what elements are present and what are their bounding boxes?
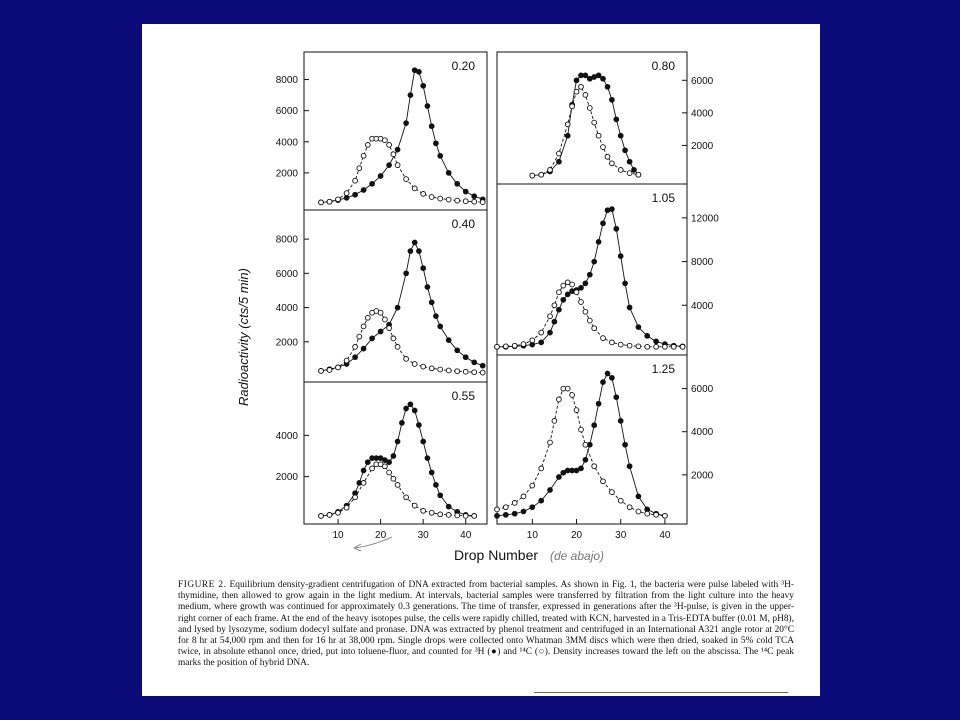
- panel-label: 0.80: [651, 59, 675, 73]
- point-3h: [632, 168, 637, 173]
- point-14c: [438, 367, 443, 372]
- point-3h: [623, 148, 628, 153]
- point-3h: [592, 259, 597, 264]
- y-tick-label: 6000: [691, 384, 714, 396]
- point-3h: [565, 292, 570, 297]
- point-3h: [472, 360, 477, 365]
- point-3h: [627, 305, 632, 310]
- point-3h: [353, 355, 358, 360]
- point-3h: [618, 133, 623, 138]
- point-3h: [623, 442, 628, 447]
- point-14c: [365, 315, 370, 320]
- point-3h: [583, 457, 588, 462]
- point-14c: [421, 364, 426, 369]
- point-3h: [434, 141, 439, 146]
- point-3h: [583, 73, 588, 78]
- point-14c: [636, 509, 641, 514]
- point-14c: [618, 168, 623, 173]
- point-14c: [472, 370, 477, 375]
- point-3h: [605, 371, 610, 376]
- point-14c: [412, 362, 417, 367]
- point-3h: [579, 285, 584, 290]
- point-3h: [539, 498, 544, 503]
- point-14c: [601, 336, 606, 341]
- point-14c: [361, 324, 366, 329]
- point-14c: [404, 495, 409, 500]
- point-14c: [463, 199, 468, 204]
- point-14c: [472, 514, 477, 519]
- point-14c: [557, 397, 562, 402]
- point-3h: [391, 454, 396, 459]
- point-14c: [574, 408, 579, 413]
- point-14c: [429, 510, 434, 515]
- panel-1.25: [495, 362, 714, 518]
- point-14c: [391, 152, 396, 157]
- point-14c: [548, 168, 553, 173]
- series-3h-line: [532, 75, 638, 175]
- point-14c: [627, 505, 632, 510]
- point-3h: [378, 329, 383, 334]
- point-3h: [438, 493, 443, 498]
- left-column-frame: [304, 52, 487, 524]
- y-tick-label: 2000: [275, 337, 298, 349]
- point-14c: [539, 466, 544, 471]
- point-14c: [344, 505, 349, 510]
- point-14c: [336, 197, 341, 202]
- point-3h: [438, 324, 443, 329]
- point-3h: [446, 338, 451, 343]
- point-14c: [592, 120, 597, 125]
- point-14c: [627, 343, 632, 348]
- panel-label: 1.25: [651, 362, 675, 376]
- y-tick-label: 6000: [275, 268, 298, 280]
- point-3h: [557, 159, 562, 164]
- point-14c: [365, 143, 370, 148]
- point-14c: [357, 166, 362, 171]
- point-14c: [557, 290, 562, 295]
- point-14c: [327, 368, 332, 373]
- point-3h: [636, 494, 641, 499]
- point-14c: [357, 334, 362, 339]
- point-14c: [618, 498, 623, 503]
- point-3h: [344, 195, 349, 200]
- point-14c: [627, 171, 632, 176]
- y-tick-label: 8000: [275, 75, 298, 87]
- point-3h: [404, 271, 409, 276]
- point-14c: [395, 483, 400, 488]
- x-axis: [332, 519, 670, 541]
- point-3h: [552, 319, 557, 324]
- point-3h: [455, 181, 460, 186]
- point-14c: [383, 317, 388, 322]
- point-14c: [370, 466, 375, 471]
- point-14c: [336, 510, 341, 515]
- caption-body: Equilibrium density-gradient centrifugation of DNA extracted from bacterial samples. As shown in Fig. 1, the bacteria were pulse labeled with ³H-thymidine, then allowed to grow again in the light medium. At intervals, bacterial samples were transferred by filtration from the light culture into the heavy medium, where growth was continued for approximately 0.3 generations. The time of transfer, expressed in generations after the ³H-pulse, is given in the upper-right corner of each frame. At the end of the heavy isotopes pulse, the cells were rapidly chilled, treated with KCN, harvested in a Tris-EDTA buffer (0.01 M, pH8), and lysed by lysozyme, sodium dodecyl sulfate and pronase. DNA was extracted by phenol treatment and centrifuged in an International A321 angle rotor at 20°C for 8 hr at 54,000 rpm and then for 16 hr at 38,000 rpm. Single drops were collected onto Whatman 3MM discs which were then dried, soaked in 5% cold TCA twice, in absolute ethanol once, dried, put into toluene-fluor, and counted for ³H (●) and ¹⁴C (○). Density increases toward the left on the abscissa. The ¹⁴C peak marks the position of hybrid DNA.: [178, 580, 794, 669]
- point-3h: [614, 117, 619, 122]
- point-14c: [565, 122, 570, 127]
- point-3h: [400, 421, 405, 426]
- y-tick-label: 4000: [275, 137, 298, 149]
- point-3h: [395, 439, 400, 444]
- x-tick-label: 30: [417, 530, 429, 541]
- point-3h: [472, 194, 477, 199]
- point-3h: [408, 93, 413, 98]
- point-3h: [610, 97, 615, 102]
- point-3h: [503, 512, 508, 517]
- point-14c: [671, 344, 676, 349]
- point-14c: [570, 393, 575, 398]
- y-tick-label: 8000: [275, 234, 298, 246]
- series-14c-line: [497, 282, 683, 347]
- point-3h: [539, 340, 544, 345]
- point-3h: [408, 249, 413, 254]
- point-3h: [548, 330, 553, 335]
- point-3h: [614, 226, 619, 231]
- point-14c: [539, 330, 544, 335]
- point-14c: [480, 370, 485, 375]
- point-14c: [391, 476, 396, 481]
- series-3h-line: [497, 209, 683, 347]
- panel-1.05: [495, 191, 720, 349]
- point-3h: [592, 423, 597, 428]
- point-14c: [636, 172, 641, 177]
- point-14c: [446, 197, 451, 202]
- point-3h: [421, 439, 426, 444]
- point-3h: [618, 419, 623, 424]
- x-tick-label: 20: [570, 530, 583, 541]
- handwritten-note: (de abajo): [550, 549, 605, 563]
- point-14c: [319, 200, 324, 205]
- point-3h: [387, 460, 392, 465]
- point-3h: [365, 460, 370, 465]
- point-3h: [610, 207, 615, 212]
- point-14c: [446, 368, 451, 373]
- point-14c: [552, 419, 557, 424]
- x-tick-label: 30: [615, 530, 627, 541]
- point-14c: [383, 138, 388, 143]
- point-3h: [361, 346, 366, 351]
- point-14c: [336, 365, 341, 370]
- point-14c: [495, 507, 500, 512]
- point-3h: [512, 511, 517, 516]
- point-14c: [412, 186, 417, 191]
- point-3h: [574, 468, 579, 473]
- y-tick-label: 6000: [691, 75, 714, 87]
- point-3h: [429, 124, 434, 129]
- point-3h: [417, 249, 422, 254]
- point-14c: [319, 514, 324, 519]
- point-3h: [623, 281, 628, 286]
- point-14c: [472, 199, 477, 204]
- point-14c: [429, 366, 434, 371]
- point-3h: [463, 189, 468, 194]
- x-tick-label: 40: [659, 530, 671, 541]
- point-3h: [495, 513, 500, 518]
- y-tick-label: 2000: [275, 472, 298, 484]
- point-14c: [548, 314, 553, 319]
- point-3h: [361, 468, 366, 473]
- point-14c: [503, 344, 508, 349]
- point-3h: [557, 475, 562, 480]
- point-14c: [463, 369, 468, 374]
- point-14c: [378, 310, 383, 315]
- point-14c: [438, 512, 443, 517]
- figure-page: [142, 24, 820, 696]
- point-3h: [596, 240, 601, 245]
- point-14c: [654, 344, 659, 349]
- point-3h: [412, 240, 417, 245]
- point-3h: [645, 334, 650, 339]
- point-14c: [663, 344, 668, 349]
- point-3h: [574, 78, 579, 83]
- point-14c: [530, 483, 535, 488]
- point-3h: [434, 314, 439, 319]
- y-tick-label: 8000: [691, 257, 714, 269]
- point-3h: [610, 375, 615, 380]
- point-14c: [583, 442, 588, 447]
- point-14c: [429, 195, 434, 200]
- point-14c: [654, 512, 659, 517]
- panel-0.80: [530, 59, 714, 178]
- point-14c: [512, 501, 517, 506]
- point-3h: [387, 163, 392, 168]
- y-tick-label: 12000: [691, 213, 719, 225]
- point-14c: [557, 151, 562, 156]
- point-3h: [417, 423, 422, 428]
- point-14c: [455, 513, 460, 518]
- point-3h: [412, 408, 417, 413]
- point-3h: [579, 466, 584, 471]
- point-14c: [463, 514, 468, 519]
- arrow-icon: [354, 537, 392, 548]
- point-14c: [391, 336, 396, 341]
- point-3h: [605, 84, 610, 89]
- point-14c: [574, 290, 579, 295]
- point-14c: [592, 464, 597, 469]
- point-3h: [404, 406, 409, 411]
- point-14c: [645, 511, 650, 516]
- point-3h: [548, 488, 553, 493]
- point-3h: [480, 363, 485, 368]
- point-14c: [404, 177, 409, 182]
- point-14c: [327, 513, 332, 518]
- point-14c: [438, 196, 443, 201]
- point-3h: [370, 336, 375, 341]
- point-14c: [495, 344, 500, 349]
- panel-0.20: [276, 59, 485, 205]
- point-3h: [370, 181, 375, 186]
- point-3h: [455, 348, 460, 353]
- point-3h: [361, 188, 366, 193]
- panel-label: 1.05: [651, 191, 675, 205]
- point-3h: [614, 395, 619, 400]
- point-14c: [592, 326, 597, 331]
- point-14c: [383, 464, 388, 469]
- point-14c: [327, 199, 332, 204]
- figure-caption: [178, 580, 794, 670]
- panel-label: 0.40: [451, 217, 475, 231]
- point-3h: [395, 147, 400, 152]
- y-tick-label: 6000: [275, 106, 298, 118]
- point-14c: [387, 143, 392, 148]
- point-14c: [548, 440, 553, 445]
- point-3h: [601, 380, 606, 385]
- series-14c-line: [532, 87, 638, 176]
- point-14c: [387, 470, 392, 475]
- point-14c: [395, 163, 400, 168]
- figure-graphic: [142, 24, 820, 584]
- point-3h: [446, 504, 451, 509]
- point-3h: [425, 285, 430, 290]
- point-14c: [455, 369, 460, 374]
- point-3h: [601, 76, 606, 81]
- point-14c: [530, 173, 535, 178]
- point-3h: [378, 174, 383, 179]
- y-tick-label: 2000: [275, 168, 298, 180]
- point-14c: [561, 283, 566, 288]
- x-tick-label: 20: [375, 530, 387, 541]
- point-3h: [446, 171, 451, 176]
- point-3h: [583, 281, 588, 286]
- point-14c: [353, 345, 358, 350]
- point-14c: [446, 513, 451, 518]
- point-14c: [663, 513, 668, 518]
- point-3h: [557, 307, 562, 312]
- point-14c: [636, 344, 641, 349]
- point-3h: [521, 509, 526, 514]
- point-3h: [421, 266, 426, 271]
- point-14c: [610, 340, 615, 345]
- point-3h: [404, 121, 409, 126]
- point-14c: [570, 104, 575, 109]
- y-axis-label: Radioactivity (cts/5 min): [236, 268, 251, 406]
- panel-0.55: [276, 389, 477, 518]
- y-tick-label: 2000: [691, 140, 714, 152]
- point-14c: [539, 172, 544, 177]
- point-14c: [645, 344, 650, 349]
- point-14c: [421, 192, 426, 197]
- point-14c: [412, 503, 417, 508]
- point-14c: [455, 198, 460, 203]
- point-14c: [361, 481, 366, 486]
- point-14c: [344, 191, 349, 196]
- y-tick-label: 4000: [275, 303, 298, 315]
- point-14c: [319, 369, 324, 374]
- point-14c: [587, 318, 592, 323]
- y-tick-label: 4000: [691, 427, 714, 439]
- point-3h: [463, 355, 468, 360]
- point-14c: [512, 343, 517, 348]
- caption-figure-number: FIGURE 2.: [178, 580, 227, 590]
- point-14c: [421, 508, 426, 513]
- point-14c: [601, 145, 606, 150]
- panel-frames: [304, 52, 687, 524]
- point-14c: [552, 303, 557, 308]
- point-3h: [425, 104, 430, 109]
- panel-0.40: [276, 217, 485, 375]
- point-3h: [408, 402, 413, 407]
- point-14c: [579, 427, 584, 432]
- point-14c: [480, 200, 485, 205]
- x-axis-label: Drop Number: [454, 547, 539, 563]
- point-3h: [627, 159, 632, 164]
- point-3h: [421, 83, 426, 88]
- point-14c: [574, 89, 579, 94]
- point-3h: [627, 464, 632, 469]
- point-14c: [583, 93, 588, 98]
- point-14c: [570, 282, 575, 287]
- point-14c: [610, 161, 615, 166]
- series-3h-line: [321, 404, 474, 516]
- point-3h: [395, 305, 400, 310]
- point-3h: [429, 470, 434, 475]
- point-3h: [618, 254, 623, 259]
- point-14c: [503, 505, 508, 510]
- point-14c: [344, 358, 349, 363]
- y-tick-label: 4000: [691, 108, 714, 120]
- point-14c: [530, 338, 535, 343]
- point-3h: [353, 192, 358, 197]
- point-14c: [353, 495, 358, 500]
- point-3h: [438, 153, 443, 158]
- page-rule: [534, 692, 788, 693]
- point-14c: [579, 300, 584, 305]
- x-tick-label: 10: [332, 530, 344, 541]
- y-tick-label: 2000: [691, 470, 714, 482]
- point-14c: [610, 490, 615, 495]
- point-3h: [596, 73, 601, 78]
- point-14c: [583, 309, 588, 314]
- point-14c: [596, 133, 601, 138]
- point-14c: [605, 154, 610, 159]
- point-3h: [601, 221, 606, 226]
- point-14c: [353, 178, 358, 183]
- point-3h: [636, 325, 641, 330]
- point-3h: [530, 505, 535, 510]
- point-3h: [565, 133, 570, 138]
- point-14c: [521, 494, 526, 499]
- point-3h: [434, 483, 439, 488]
- point-14c: [387, 326, 392, 331]
- panel-label: 0.20: [451, 59, 475, 73]
- point-14c: [521, 342, 526, 347]
- point-3h: [561, 297, 566, 302]
- x-tick-label: 40: [460, 530, 472, 541]
- point-14c: [618, 342, 623, 347]
- y-tick-label: 4000: [275, 430, 298, 442]
- point-14c: [680, 344, 685, 349]
- panel-label: 0.55: [451, 389, 475, 403]
- point-3h: [654, 339, 659, 344]
- point-14c: [565, 386, 570, 391]
- point-3h: [425, 456, 430, 461]
- point-14c: [395, 345, 400, 350]
- point-14c: [587, 106, 592, 111]
- point-14c: [361, 153, 366, 158]
- point-14c: [404, 357, 409, 362]
- point-3h: [596, 401, 601, 406]
- point-14c: [601, 479, 606, 484]
- y-tick-label: 4000: [691, 300, 714, 312]
- point-3h: [587, 272, 592, 277]
- point-3h: [417, 69, 422, 74]
- point-3h: [429, 300, 434, 305]
- x-tick-label: 10: [526, 530, 538, 541]
- point-14c: [579, 84, 584, 89]
